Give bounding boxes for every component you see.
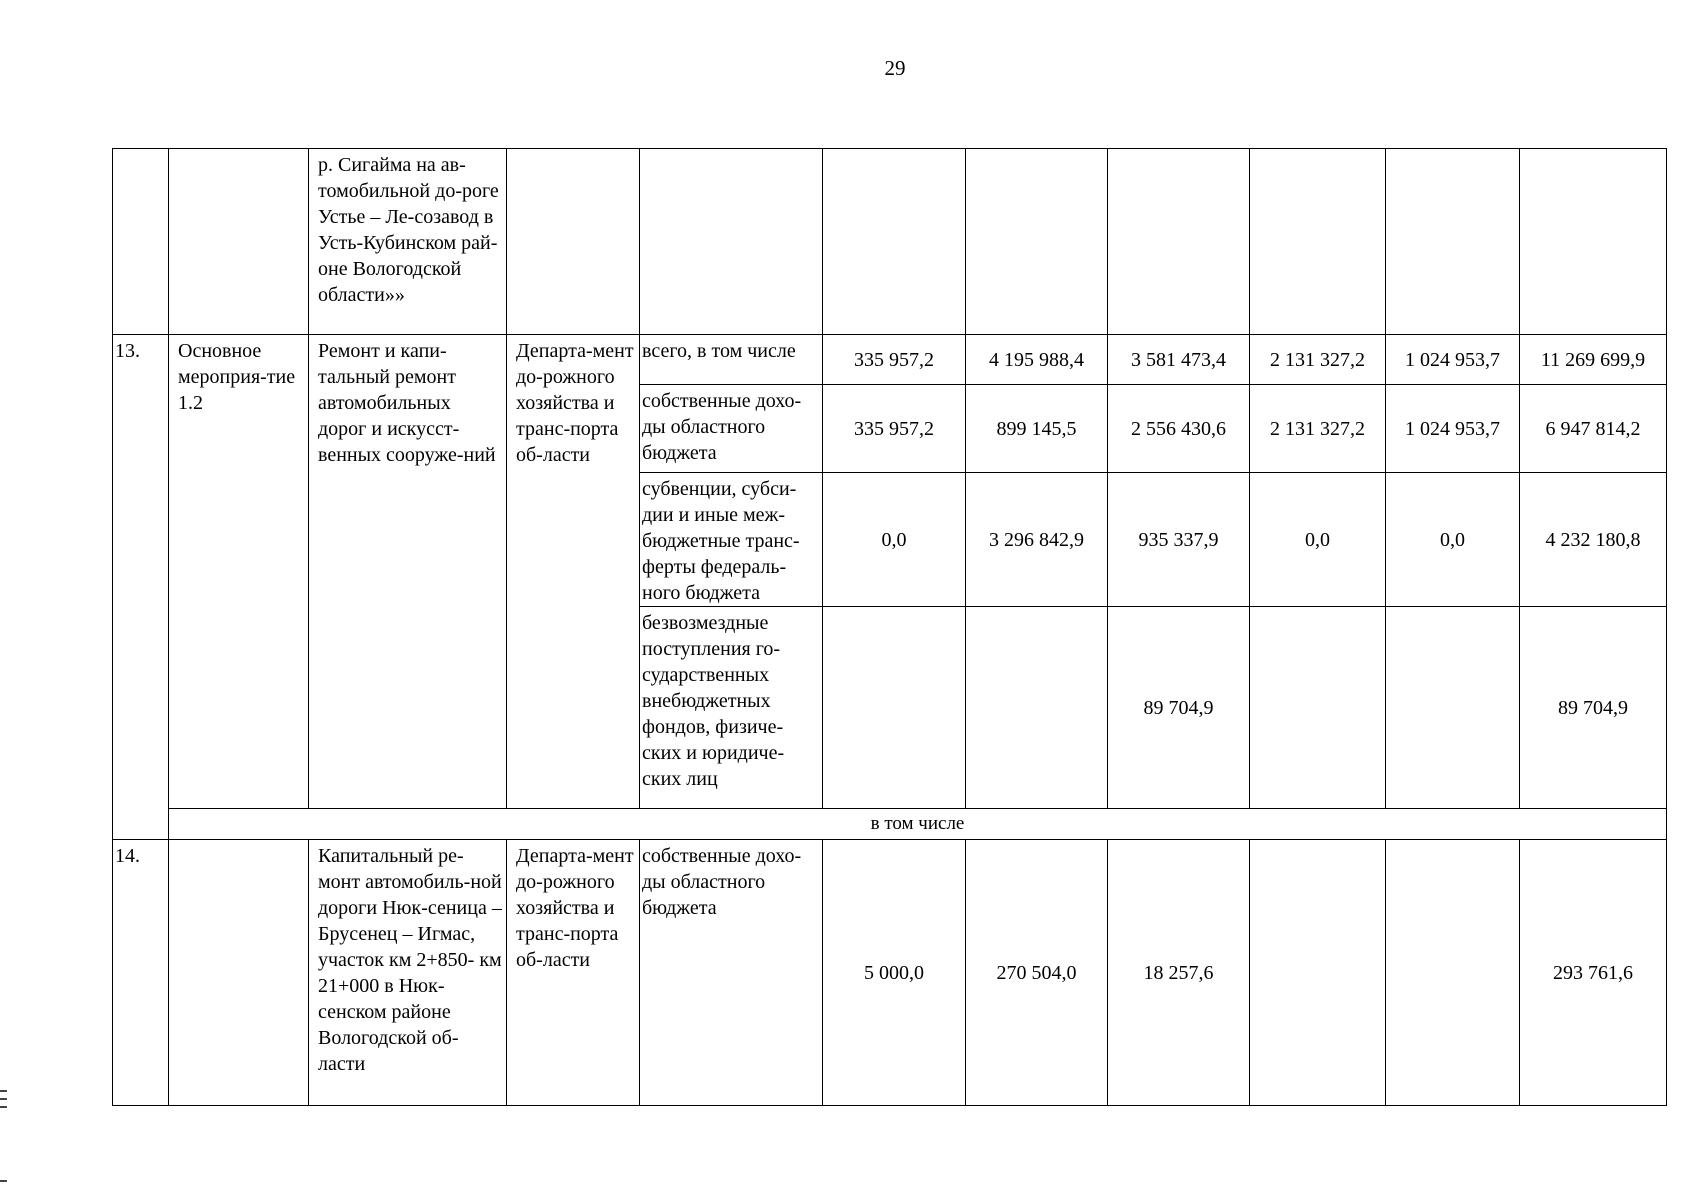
source-label-cell: собственные дохо-ды областного бюджета: [640, 840, 823, 1106]
scan-mark: [0, 1106, 7, 1108]
source-label-cell: безвозмездные поступления го-сударственных внебюджетных фондов, физиче-ских и юридиче-ских лиц: [640, 607, 823, 809]
status-cell: Основное мероприя-тие 1.2: [169, 335, 309, 809]
executor-cell: Департа-мент до-рожного хозяйства и транс-порта об-ласти: [507, 840, 640, 1106]
value-cell: [823, 607, 966, 809]
value-cell: 11 269 699,9: [1520, 335, 1667, 385]
status-cell: [169, 840, 309, 1106]
value-cell: [1250, 840, 1386, 1106]
value-cell: [1386, 149, 1520, 335]
value-cell: 1 024 953,7: [1386, 385, 1520, 473]
value-cell: 335 957,2: [823, 335, 966, 385]
including-label: в том числе: [169, 809, 1667, 840]
value-cell: 2 131 327,2: [1250, 385, 1386, 473]
value-cell: 5 000,0: [823, 840, 966, 1106]
value-cell: [1386, 840, 1520, 1106]
value-cell: 18 257,6: [1108, 840, 1250, 1106]
value-cell: [1250, 607, 1386, 809]
value-cell: 899 145,5: [966, 385, 1108, 473]
value-cell: 0,0: [1250, 473, 1386, 607]
budget-table: [112, 148, 1667, 1106]
table-row-13-total: [113, 335, 1667, 385]
row-number-cell: 13.: [113, 335, 169, 840]
value-cell: [966, 149, 1108, 335]
executor-cell: Департа-мент до-рожного хозяйства и транс-порта об-ласти: [507, 335, 640, 809]
description-cell: р. Сигайма на ав-томобильной до-роге Устье – Ле-созавод в Усть-Кубинском рай-оне Вологодской области»»: [309, 149, 507, 335]
scan-mark: [0, 1090, 7, 1092]
value-cell: 2 131 327,2: [1250, 335, 1386, 385]
source-label-cell: всего, в том числе: [640, 335, 823, 385]
value-cell: 3 296 842,9: [966, 473, 1108, 607]
value-cell: 935 337,9: [1108, 473, 1250, 607]
value-cell: [966, 607, 1108, 809]
scan-mark: [0, 1180, 7, 1182]
table-row-including: [113, 809, 1667, 840]
scan-mark: [0, 1098, 7, 1100]
value-cell: 89 704,9: [1520, 607, 1667, 809]
value-cell: [1386, 607, 1520, 809]
value-cell: [823, 149, 966, 335]
value-cell: 89 704,9: [1108, 607, 1250, 809]
value-cell: 0,0: [823, 473, 966, 607]
value-cell: 293 761,6: [1520, 840, 1667, 1106]
page-number: 29: [884, 56, 906, 80]
value-cell: 0,0: [1386, 473, 1520, 607]
source-label-cell: субвенции, субси-дии и иные меж-бюджетные транс-ферты федераль-ного бюджета: [640, 473, 823, 607]
description-cell: Ремонт и капи-тальный ремонт автомобильных дорог и искусст-венных сооруже-ний: [309, 335, 507, 809]
value-cell: [1250, 149, 1386, 335]
value-cell: 3 581 473,4: [1108, 335, 1250, 385]
table-row-14: [113, 840, 1667, 1106]
source-label-cell: собственные дохо-ды областного бюджета: [640, 385, 823, 473]
value-cell: 1 024 953,7: [1386, 335, 1520, 385]
value-cell: [1108, 149, 1250, 335]
value-cell: 270 504,0: [966, 840, 1108, 1106]
status-cell: [169, 149, 309, 335]
value-cell: 335 957,2: [823, 385, 966, 473]
source-cell: [640, 149, 823, 335]
table-row-continuation: [113, 149, 1667, 335]
executor-cell: [507, 149, 640, 335]
row-number-cell: [113, 149, 169, 335]
value-cell: [1520, 149, 1667, 335]
row-number-cell: 14.: [113, 840, 169, 1106]
value-cell: 4 232 180,8: [1520, 473, 1667, 607]
value-cell: 6 947 814,2: [1520, 385, 1667, 473]
description-cell: Капитальный ре-монт автомобиль-ной дороги Нюк-сеница – Брусенец – Игмас, участок км 2+850- км 21+000 в Нюк-сенском районе Вологодской об-ласти: [309, 840, 507, 1106]
value-cell: 2 556 430,6: [1108, 385, 1250, 473]
value-cell: 4 195 988,4: [966, 335, 1108, 385]
